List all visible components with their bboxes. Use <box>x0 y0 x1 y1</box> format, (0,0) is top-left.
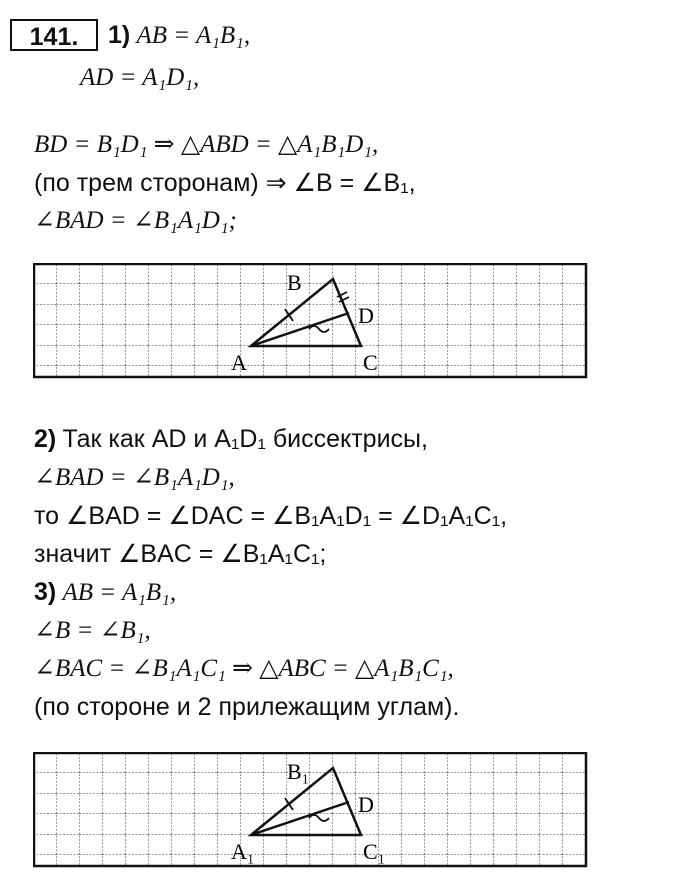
grid-frame <box>34 264 586 377</box>
problem-number: 141. <box>10 19 98 51</box>
part1-eq-bd: BD = B₁D₁ ⇒ △ABD = △A₁B₁D₁, <box>34 131 379 158</box>
part2-angle-eq: ∠BAD = ∠B₁A₁D₁, <box>34 464 235 491</box>
grid-frame-2 <box>34 753 586 866</box>
triangle-figure-1 <box>33 263 589 381</box>
part1-angle-bad: ∠BAD = ∠B₁A₁D₁; <box>34 207 237 234</box>
part2-label: 2) <box>34 425 57 453</box>
part1-eq-ad: AD = A₁D₁, <box>80 64 200 91</box>
part3-asa: ∠BAC = ∠B₁A₁C₁ ⇒ △ABC = △A₁B₁C₁, <box>34 655 454 682</box>
part3-line-1 <box>34 577 176 608</box>
label-b: B <box>287 270 302 295</box>
part2-chain: то ∠BAD = ∠DAC = ∠B₁A₁D₁ = ∠D₁A₁C₁, <box>34 502 508 530</box>
part3-reason: (по стороне и 2 прилежащим углам). <box>34 693 460 721</box>
part1-label: 1) <box>108 21 131 49</box>
part1-eq-ab: AB = A₁B₁, <box>136 22 251 49</box>
part2-conclusion: значит ∠BAC = ∠B₁A₁C₁; <box>34 540 327 568</box>
part2-bisectors: Так как AD и A₁D₁ биссектрисы, <box>62 425 428 453</box>
triangle-figure-2 <box>33 752 589 870</box>
part1-line-1 <box>108 20 250 51</box>
part3-eq-ab: AB = A₁B₁, <box>62 579 177 606</box>
label-d1: D <box>358 792 374 817</box>
label-c: C <box>363 350 378 375</box>
label-a1: A₁ <box>231 839 255 864</box>
label-a: A <box>231 350 247 375</box>
part2-line-1 <box>34 424 428 455</box>
label-c1: C₁ <box>363 839 386 864</box>
label-d: D <box>358 303 374 328</box>
part1-sss-conclusion: (по трем сторонам) ⇒ ∠B = ∠B₁, <box>34 169 416 197</box>
part3-label: 3) <box>34 578 57 606</box>
label-b1: B₁ <box>287 759 310 784</box>
part3-angle-b: ∠B = ∠B₁, <box>34 617 151 644</box>
